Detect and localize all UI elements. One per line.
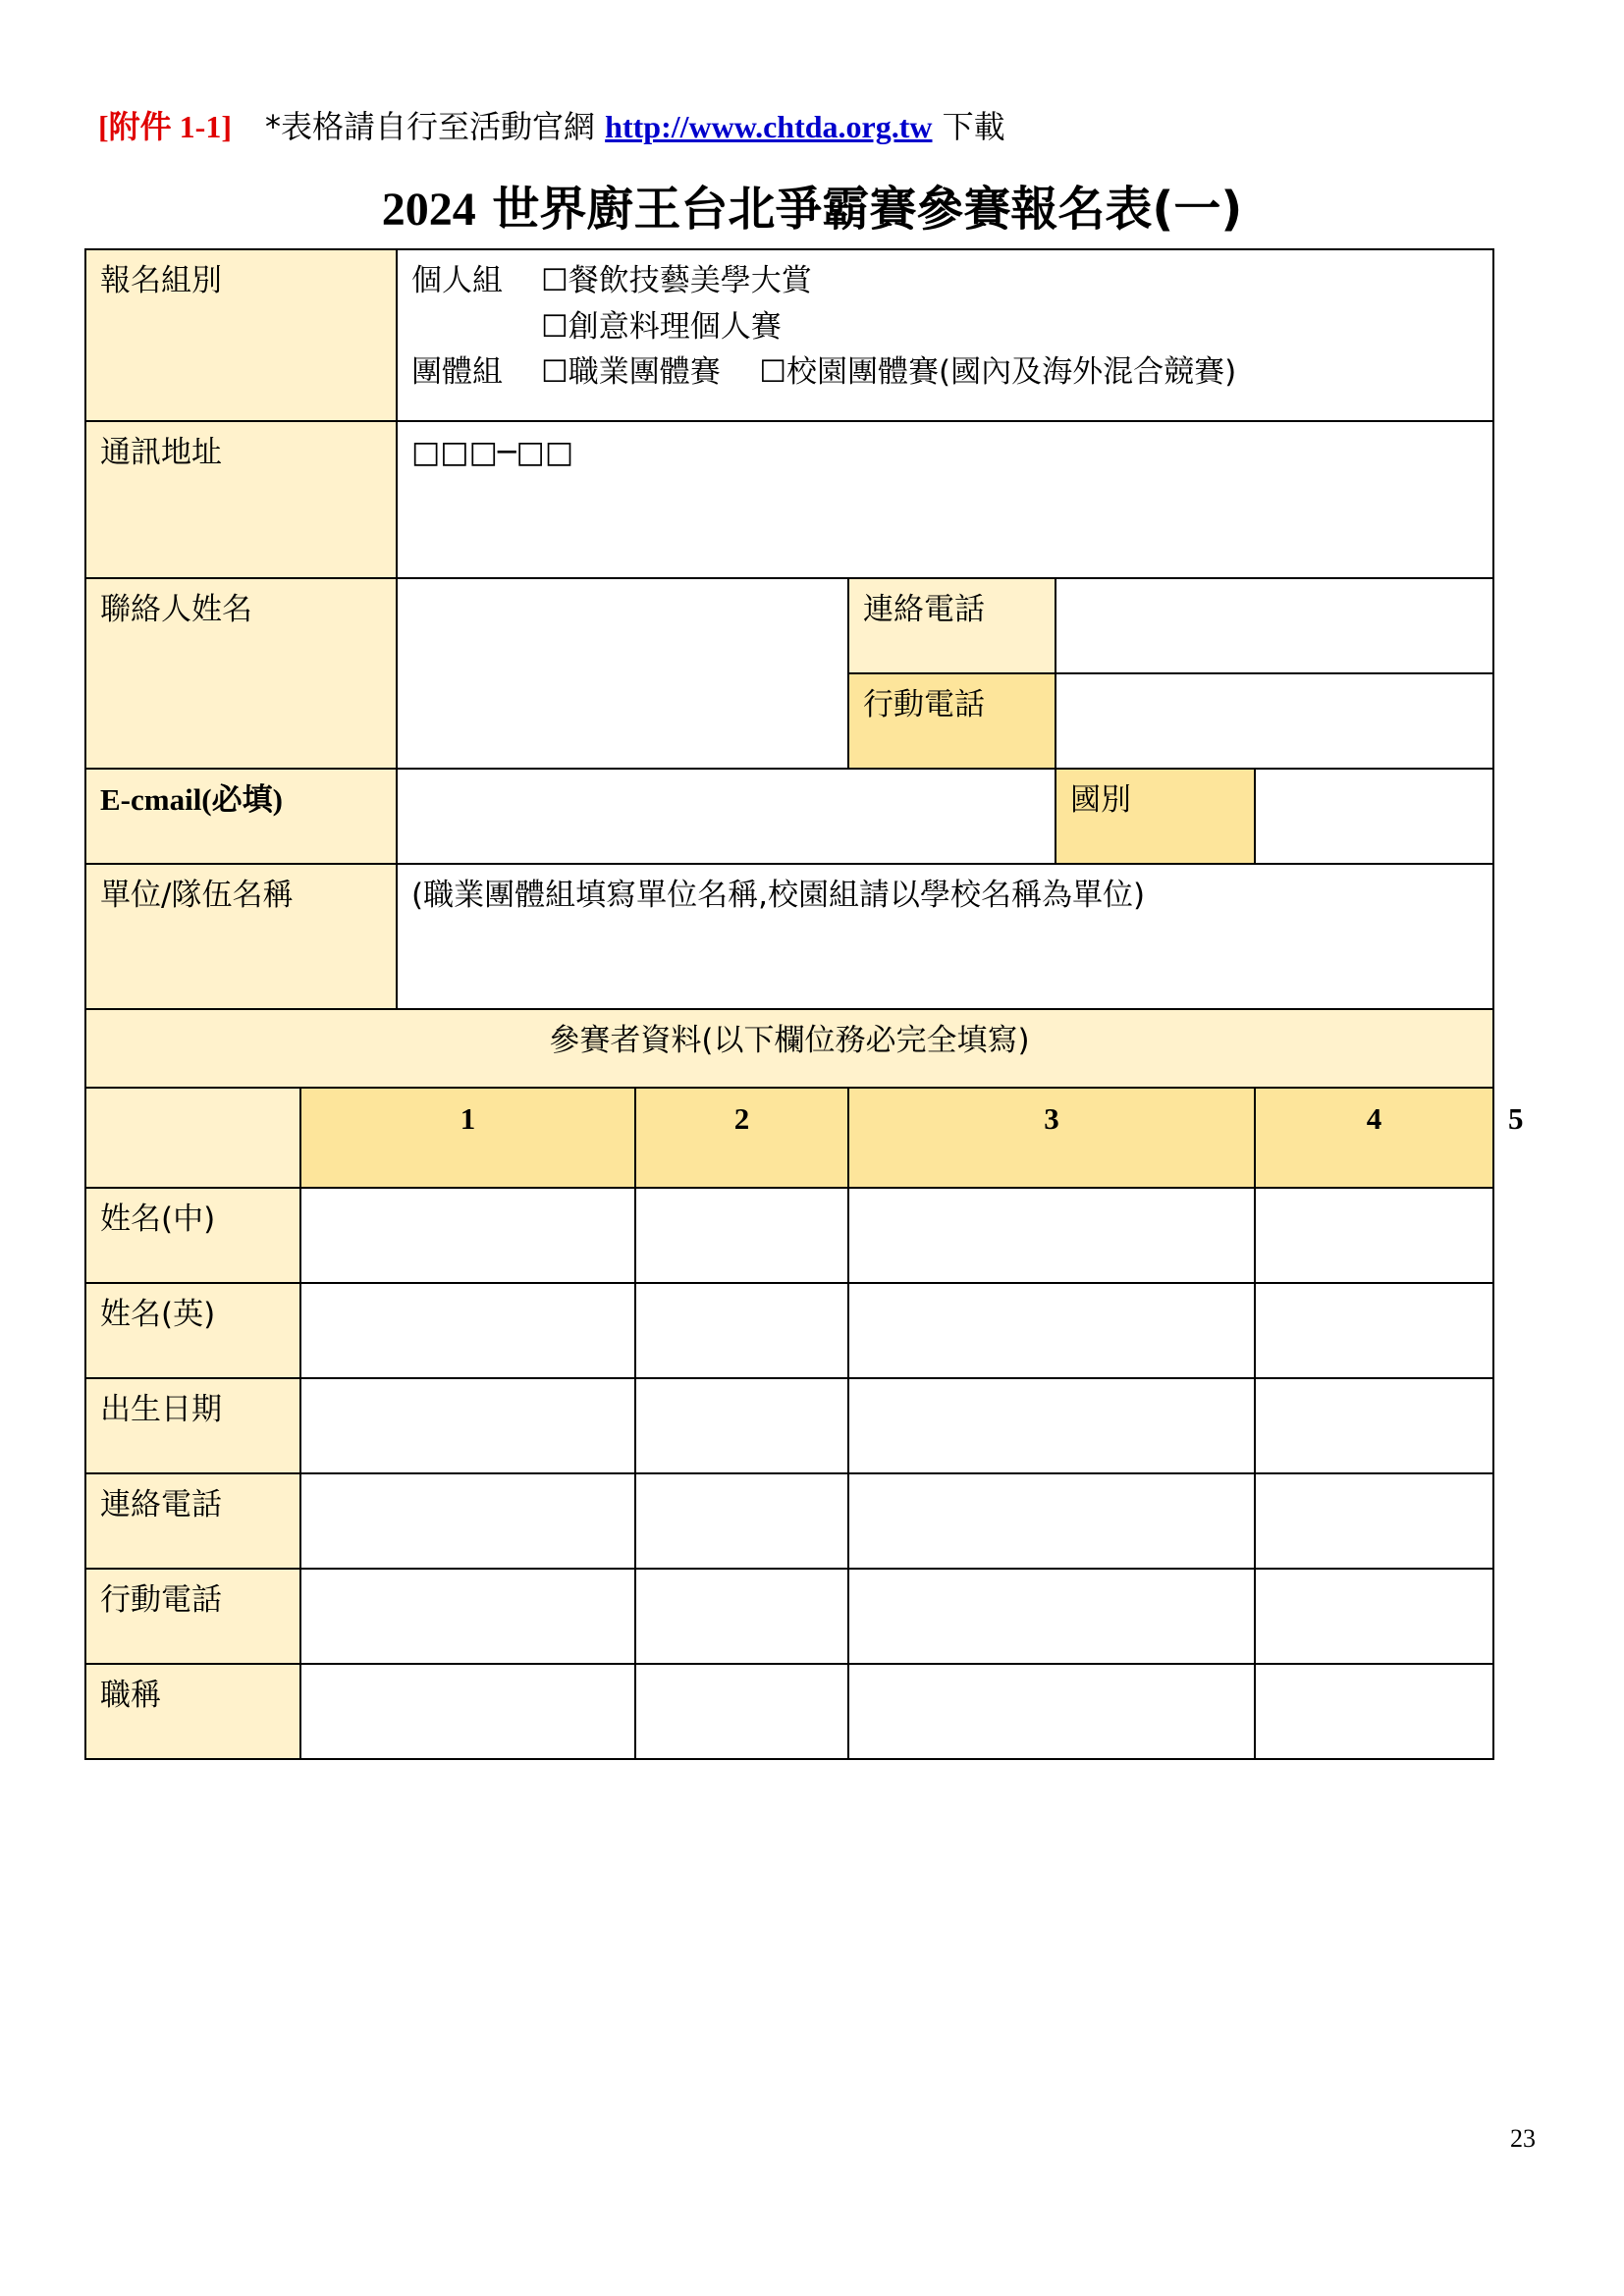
row-label-chinese-name: 姓名(中) (85, 1188, 300, 1283)
phone-label: 連絡電話 (848, 578, 1056, 673)
participant-row-mobile (85, 1569, 1493, 1664)
participant-col-2: 2 (635, 1088, 848, 1188)
input-cell[interactable] (848, 1188, 1255, 1283)
input-cell[interactable] (300, 1283, 635, 1378)
row-label-english-name: 姓名(英) (85, 1283, 300, 1378)
input-cell[interactable] (848, 1283, 1255, 1378)
participants-header-row (85, 1009, 1493, 1088)
row-label-phone: 連絡電話 (85, 1473, 300, 1569)
individual-option-creative[interactable]: ☐創意料理個人賽 (541, 308, 782, 345)
team-label: 團體組 (411, 354, 503, 390)
row-label-title: 職稱 (85, 1664, 300, 1759)
input-cell[interactable] (300, 1473, 635, 1569)
email-row (85, 769, 1493, 864)
input-cell[interactable] (635, 1664, 848, 1759)
corner-cell (85, 1088, 300, 1188)
input-cell[interactable] (1255, 1664, 1493, 1759)
input-cell[interactable] (635, 1188, 848, 1283)
participant-row-phone (85, 1473, 1493, 1569)
participant-row-title (85, 1664, 1493, 1759)
category-label: 報名組別 (85, 249, 397, 421)
input-cell[interactable] (635, 1378, 848, 1473)
row-label-mobile: 行動電話 (85, 1569, 300, 1664)
unit-row (85, 864, 1493, 1009)
input-cell[interactable] (1255, 1188, 1493, 1283)
registration-form-table (84, 248, 1524, 1760)
page-title (0, 171, 1624, 239)
input-cell[interactable] (848, 1473, 1255, 1569)
category-row (85, 249, 1493, 421)
input-cell[interactable] (1255, 1378, 1493, 1473)
input-cell[interactable] (848, 1569, 1255, 1664)
team-option-campus[interactable]: ☐校園團體賽(國內及海外混合競賽) (759, 354, 1237, 390)
contact-name-field[interactable] (397, 578, 848, 769)
input-cell[interactable] (635, 1283, 848, 1378)
address-label: 通訊地址 (85, 421, 397, 578)
email-field[interactable] (397, 769, 1056, 864)
attachment-tag: [附件 1-1] (98, 109, 232, 144)
title-text: 世界廚王台北爭霸賽參賽報名表(一) (492, 182, 1243, 237)
participants-header: 參賽者資料(以下欄位務必完全填寫) (85, 1009, 1493, 1088)
participant-col-1: 1 (300, 1088, 635, 1188)
team-option-professional[interactable]: ☐職業團體賽 (541, 354, 721, 390)
attachment-note (98, 102, 1005, 147)
category-options (397, 249, 1493, 421)
input-cell[interactable] (635, 1473, 848, 1569)
postal-code-boxes: □□□─□□ (411, 435, 574, 470)
participant-number-row: 1 2 3 4 5 (85, 1088, 1493, 1188)
input-cell[interactable] (848, 1378, 1255, 1473)
website-link[interactable]: http://www.chtda.org.tw (605, 109, 933, 144)
email-label: E-cmail(必填) (85, 769, 397, 864)
address-row (85, 421, 1493, 578)
contact-row (85, 578, 1493, 673)
input-cell[interactable] (1255, 1473, 1493, 1569)
unit-label: 單位/隊伍名稱 (85, 864, 397, 1009)
input-cell[interactable] (300, 1569, 635, 1664)
input-cell[interactable] (848, 1664, 1255, 1759)
contact-name-label: 聯絡人姓名 (85, 578, 397, 769)
individual-option-aesthetics[interactable]: ☐餐飲技藝美學大賞 (541, 263, 812, 298)
page-number: 23 (1510, 2124, 1536, 2153)
participant-row-chinese-name (85, 1188, 1493, 1283)
phone-field[interactable] (1056, 578, 1493, 673)
country-field[interactable] (1255, 769, 1493, 864)
input-cell[interactable] (1255, 1283, 1493, 1378)
country-label: 國別 (1056, 769, 1255, 864)
mobile-field[interactable] (1056, 673, 1493, 769)
input-cell[interactable] (300, 1378, 635, 1473)
participant-col-3: 3 (848, 1088, 1255, 1188)
mobile-label: 行動電話 (848, 673, 1056, 769)
participant-row-english-name (85, 1283, 1493, 1378)
unit-hint: (職業團體組填寫單位名稱,校園組請以學校名稱為單位) (411, 878, 1146, 913)
participant-row-birthdate (85, 1378, 1493, 1473)
input-cell[interactable] (1255, 1569, 1493, 1664)
note-end-text: 下載 (942, 108, 1005, 145)
unit-field[interactable] (397, 864, 1493, 1009)
participant-col-4: 4 (1255, 1088, 1493, 1188)
title-year: 2024 (381, 184, 476, 236)
address-field[interactable] (397, 421, 1493, 578)
input-cell[interactable] (635, 1569, 848, 1664)
individual-label: 個人組 (411, 263, 503, 298)
input-cell[interactable] (300, 1664, 635, 1759)
input-cell[interactable] (300, 1188, 635, 1283)
note-text: *表格請自行至活動官網 (264, 108, 595, 145)
row-label-birthdate: 出生日期 (85, 1378, 300, 1473)
